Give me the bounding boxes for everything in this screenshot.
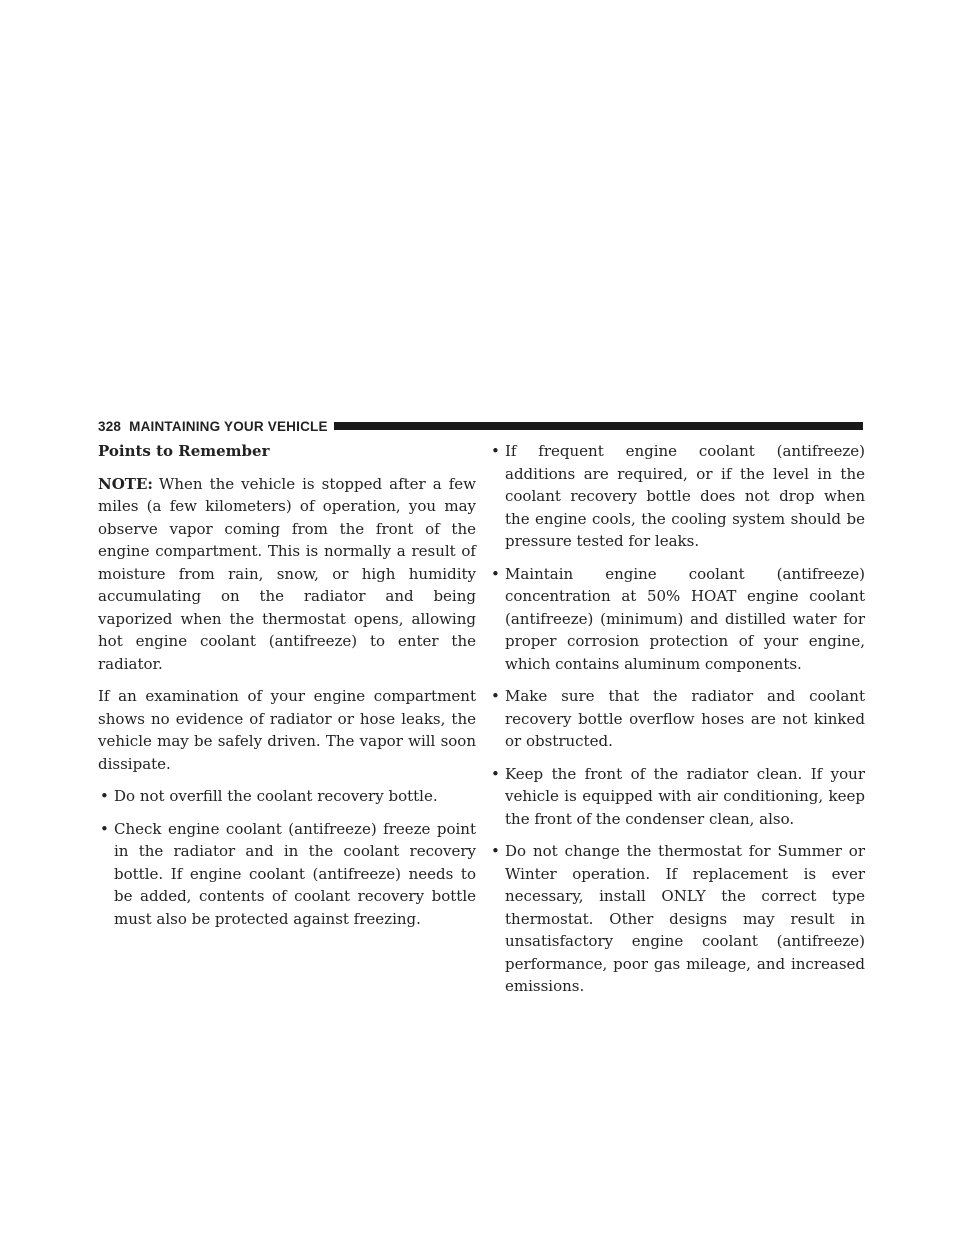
note-paragraph [98,473,476,676]
header-rule [334,422,863,430]
bullet-icon: • [491,442,500,460]
list-item-text: Maintain engine coolant (antifreeze) concentration at 50% HOAT engine coolant (antifreeze) (minimum) and distilled water for proper corrosion protection of your engine, which contains aluminum components. [505,564,865,673]
list-item [489,563,865,676]
section-heading: Points to Remember [98,442,270,460]
list-item-text: Check engine coolant (antifreeze) freeze point in the radiator and in the coolant recovery bottle. If engine coolant (antifreeze) needs to be added, contents of coolant recovery bottle must also be protected against freezing. [114,819,476,928]
list-item [489,685,865,753]
list-item-text: Do not overfill the coolant recovery bottle. [114,787,438,805]
body-paragraph: If an examination of your engine compartment shows no evidence of radiator or hose leaks, the vehicle may be safely driven. The vapor will soon dissipate. [98,687,476,773]
list-item-text: If frequent engine coolant (antifreeze) additions are required, or if the level in the coolant recovery bottle does not drop when the engine cools, the cooling system should be pressure tested for leaks. [505,442,865,550]
bullet-icon: • [491,687,500,705]
list-item [489,440,865,553]
list-item [98,785,476,808]
right-column [489,440,865,1008]
list-item-text: Do not change the thermostat for Summer or Winter operation. If replacement is ever necessary, install ONLY the correct type thermostat. Other designs may result in unsatisfactory engine coolant (antifreeze) performance, poor gas mileage, and increased emissions. [505,842,865,995]
list-item [489,763,865,831]
left-bullet-list [98,785,476,930]
bullet-icon: • [100,787,109,805]
bullet-icon: • [100,819,109,838]
list-item [98,818,476,931]
bullet-icon: • [491,842,500,860]
bullet-icon: • [491,764,500,783]
list-item-text: Keep the front of the radiator clean. If your vehicle is equipped with air conditioning, keep the front of the condenser clean, also. [505,764,865,828]
page-number: 328 [98,418,122,434]
right-bullet-list [489,440,865,998]
list-item [489,840,865,998]
bullet-icon: • [491,564,500,583]
note-text: When the vehicle is stopped after a few miles (a few kilometers) of operation, you may observe vapor coming from the front of the engine compartment. This is normally a result of moisture from rain, snow, or high humidity accumulating on the radiator and being vaporized when the thermostat opens, allowing hot engine coolant (antifreeze) to enter the radiator. [98,474,476,673]
left-column [98,440,476,940]
note-label: NOTE: [98,474,153,493]
section-title: MAINTAINING YOUR VEHICLE [129,418,328,434]
list-item-text: Make sure that the radiator and coolant recovery bottle overflow hoses are not kinked or obstructed. [505,687,865,750]
page-header [98,416,863,436]
